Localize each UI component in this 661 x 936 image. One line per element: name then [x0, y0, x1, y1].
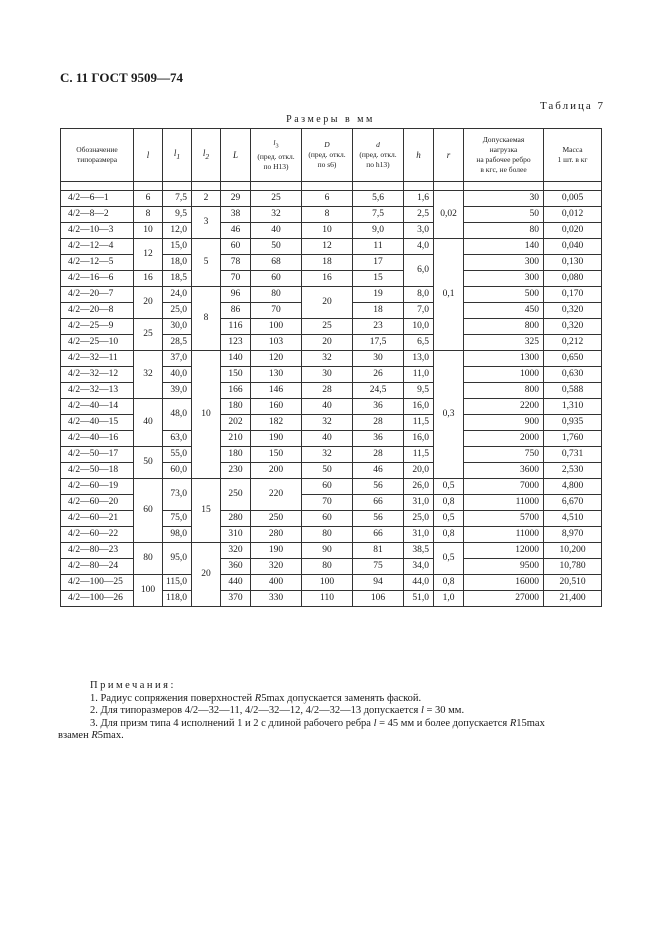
cell-d: 28: [353, 447, 404, 463]
cell-designation: 4/2—60—21: [61, 511, 134, 527]
cell-l3: 130: [251, 367, 302, 383]
cell-designation: 4/2—20—7: [61, 287, 134, 303]
cell-designation: 4/2—100—26: [61, 591, 134, 607]
cell-designation: 4/2—10—3: [61, 223, 134, 239]
cell-load: 900: [464, 415, 544, 431]
table-row: [61, 351, 602, 367]
cell-D: 28: [302, 383, 353, 399]
cell-designation: 4/2—80—23: [61, 543, 134, 559]
cell-h: 9,5: [404, 383, 434, 399]
cell-h: 11,5: [404, 447, 434, 463]
page-header: С. 11 ГОСТ 9509—74: [60, 70, 183, 85]
note-2: 2. Для типоразмеров 4/2—32—11, 4/2—32—12, 4/2—32—13 допускается l = 30 мм.: [90, 705, 465, 716]
cell-L: 370: [221, 591, 251, 607]
cell-r: 0,02: [434, 191, 464, 239]
cell-mass: 10,780: [544, 559, 602, 575]
cell-mass: 6,670: [544, 495, 602, 511]
cell-d: 36: [353, 399, 404, 415]
cell-l3: 25: [251, 191, 302, 207]
cell-l: 32: [134, 351, 163, 399]
cell-l3: 80: [251, 287, 302, 303]
cell-d: 23: [353, 319, 404, 335]
cell-r: 0,5: [434, 479, 464, 495]
cell-L: 70: [221, 271, 251, 287]
cell-mass: 0,650: [544, 351, 602, 367]
cell-d: 36: [353, 431, 404, 447]
col-r-header: r: [434, 129, 464, 182]
col-L-header: L: [221, 129, 251, 182]
cell-L: 150: [221, 367, 251, 383]
cell-designation: 4/2—60—22: [61, 527, 134, 543]
cell-designation: 4/2—32—11: [61, 351, 134, 367]
cell-D: 10: [302, 223, 353, 239]
cell-d: 19: [353, 287, 404, 303]
cell-h: 8,0: [404, 287, 434, 303]
cell-l2: 15: [192, 479, 221, 543]
cell-d: 66: [353, 495, 404, 511]
cell-L: 78: [221, 255, 251, 271]
cell-l3: 120: [251, 351, 302, 367]
cell-mass: 0,040: [544, 239, 602, 255]
cell-designation: 4/2—25—10: [61, 335, 134, 351]
cell-l2: 20: [192, 543, 221, 607]
cell-L: 180: [221, 447, 251, 463]
cell-designation: 4/2—40—14: [61, 399, 134, 415]
cell-designation: 4/2—25—9: [61, 319, 134, 335]
cell-l3: 280: [251, 527, 302, 543]
cell-mass: 2,530: [544, 463, 602, 479]
cell-l1: 30,0: [163, 319, 192, 335]
cell-L: 140: [221, 351, 251, 367]
cell-l3: 190: [251, 543, 302, 559]
cell-d: 26: [353, 367, 404, 383]
table-row: [61, 239, 602, 255]
cell-d: 30: [353, 351, 404, 367]
cell-mass: 0,080: [544, 271, 602, 287]
cell-d: 75: [353, 559, 404, 575]
cell-designation: 4/2—32—12: [61, 367, 134, 383]
cell-l3: 330: [251, 591, 302, 607]
cell-D: 80: [302, 527, 353, 543]
cell-d: 9,0: [353, 223, 404, 239]
cell-l3: 400: [251, 575, 302, 591]
cell-l1: 37,0: [163, 351, 192, 367]
cell-mass: 1,760: [544, 431, 602, 447]
cell-load: 7000: [464, 479, 544, 495]
table-caption: Таблица 7: [539, 100, 605, 112]
cell-D: 30: [302, 367, 353, 383]
cell-l3: 146: [251, 383, 302, 399]
cell-l2: 10: [192, 351, 221, 479]
cell-L: 166: [221, 383, 251, 399]
table-row: [61, 319, 602, 335]
cell-l: 25: [134, 319, 163, 351]
cell-h: 16,0: [404, 399, 434, 415]
cell-designation: 4/2—100—25: [61, 575, 134, 591]
cell-D: 32: [302, 447, 353, 463]
cell-r: 0,3: [434, 351, 464, 479]
table-row: [61, 207, 602, 223]
cell-h: 16,0: [404, 431, 434, 447]
cell-l1: 63,0: [163, 431, 192, 447]
cell-mass: 0,212: [544, 335, 602, 351]
cell-designation: 4/2—20—8: [61, 303, 134, 319]
cell-D: 40: [302, 399, 353, 415]
table-row: [61, 271, 602, 287]
cell-D: 20: [302, 335, 353, 351]
cell-load: 12000: [464, 543, 544, 559]
cell-load: 50: [464, 207, 544, 223]
cell-load: 11000: [464, 527, 544, 543]
cell-h: 2,5: [404, 207, 434, 223]
col-designation-header: Обозначение типоразмера: [61, 129, 134, 182]
cell-L: 320: [221, 543, 251, 559]
cell-h: 11,0: [404, 367, 434, 383]
cell-h: 7,0: [404, 303, 434, 319]
cell-l1: 98,0: [163, 527, 192, 543]
cell-l: 50: [134, 447, 163, 479]
cell-L: 250: [221, 479, 251, 511]
cell-l1: 9,5: [163, 207, 192, 223]
cell-L: 202: [221, 415, 251, 431]
cell-l1: 115,0: [163, 575, 192, 591]
cell-l3: 250: [251, 511, 302, 527]
cell-mass: 20,510: [544, 575, 602, 591]
cell-d: 28: [353, 415, 404, 431]
cell-mass: 0,005: [544, 191, 602, 207]
cell-D: 18: [302, 255, 353, 271]
cell-mass: 10,200: [544, 543, 602, 559]
cell-r: 0,8: [434, 575, 464, 591]
cell-l: 80: [134, 543, 163, 575]
cell-d: 81: [353, 543, 404, 559]
cell-designation: 4/2—32—13: [61, 383, 134, 399]
cell-mass: 0,012: [544, 207, 602, 223]
cell-D: 32: [302, 415, 353, 431]
col-l-header: l: [134, 129, 163, 182]
cell-load: 800: [464, 319, 544, 335]
cell-h: 13,0: [404, 351, 434, 367]
cell-h: 3,0: [404, 223, 434, 239]
cell-l1: 73,0: [163, 479, 192, 511]
cell-l3: 40: [251, 223, 302, 239]
col-l2-header: $l_2$: [192, 129, 221, 182]
cell-d: 15: [353, 271, 404, 287]
cell-l1: 48,0: [163, 399, 192, 431]
col-d-header: d (пред. откл. по h13): [353, 129, 404, 182]
cell-l3: 150: [251, 447, 302, 463]
table-row: [61, 399, 602, 415]
cell-d: 56: [353, 479, 404, 495]
cell-r: 1,0: [434, 591, 464, 607]
cell-mass: 0,170: [544, 287, 602, 303]
cell-designation: 4/2—60—20: [61, 495, 134, 511]
cell-h: 10,0: [404, 319, 434, 335]
cell-l3: 68: [251, 255, 302, 271]
cell-load: 2000: [464, 431, 544, 447]
cell-h: 31,0: [404, 495, 434, 511]
cell-d: 17,5: [353, 335, 404, 351]
cell-l2: 2: [192, 191, 221, 207]
cell-mass: 1,310: [544, 399, 602, 415]
cell-l1: 28,5: [163, 335, 192, 351]
cell-D: 90: [302, 543, 353, 559]
cell-load: 2200: [464, 399, 544, 415]
cell-D: 8: [302, 207, 353, 223]
cell-L: 116: [221, 319, 251, 335]
cell-D: 32: [302, 351, 353, 367]
cell-l1: 12,0: [163, 223, 192, 239]
cell-l: 6: [134, 191, 163, 207]
cell-h: 4,0: [404, 239, 434, 255]
cell-D: 70: [302, 495, 353, 511]
cell-designation: 4/2—6—1: [61, 191, 134, 207]
cell-mass: 0,320: [544, 303, 602, 319]
cell-D: 20: [302, 287, 353, 319]
cell-D: 16: [302, 271, 353, 287]
cell-load: 5700: [464, 511, 544, 527]
cell-l3: 190: [251, 431, 302, 447]
header-gap-row: [61, 182, 602, 191]
cell-l3: 220: [251, 479, 302, 511]
cell-d: 56: [353, 511, 404, 527]
cell-mass: 0,630: [544, 367, 602, 383]
col-l1-header: $l_1$: [163, 129, 192, 182]
cell-load: 16000: [464, 575, 544, 591]
cell-load: 325: [464, 335, 544, 351]
cell-d: 7,5: [353, 207, 404, 223]
cell-l3: 100: [251, 319, 302, 335]
cell-h: 26,0: [404, 479, 434, 495]
col-D-header: D (пред. откл. по s6): [302, 129, 353, 182]
table-header-row: [61, 129, 602, 182]
cell-l1: 40,0: [163, 367, 192, 383]
cell-r: 0,8: [434, 527, 464, 543]
cell-designation: 4/2—80—24: [61, 559, 134, 575]
cell-mass: 21,400: [544, 591, 602, 607]
cell-mass: 0,588: [544, 383, 602, 399]
cell-D: 6: [302, 191, 353, 207]
cell-h: 1,6: [404, 191, 434, 207]
note-1: 1. Радиус сопряжения поверхностей R5max допускается заменять фаской.: [90, 692, 422, 704]
cell-designation: 4/2—60—19: [61, 479, 134, 495]
col-load-header: Допускаемая нагрузка на рабочее ребро в кгс, не более: [464, 129, 544, 182]
cell-L: 29: [221, 191, 251, 207]
cell-h: 38,5: [404, 543, 434, 559]
cell-h: 31,0: [404, 527, 434, 543]
cell-d: 66: [353, 527, 404, 543]
table-row: [61, 575, 602, 591]
cell-load: 27000: [464, 591, 544, 607]
cell-load: 11000: [464, 495, 544, 511]
cell-l: 40: [134, 399, 163, 447]
cell-mass: 0,731: [544, 447, 602, 463]
cell-l1: 60,0: [163, 463, 192, 479]
cell-mass: 0,935: [544, 415, 602, 431]
cell-h: 6,0: [404, 255, 434, 287]
cell-l3: 200: [251, 463, 302, 479]
notes-block: [58, 680, 610, 743]
cell-l: 10: [134, 223, 163, 239]
cell-mass: 4,800: [544, 479, 602, 495]
cell-load: 750: [464, 447, 544, 463]
cell-mass: 8,970: [544, 527, 602, 543]
col-l3-header: $l_3$ (пред. откл. по Н13): [251, 129, 302, 182]
cell-h: 20,0: [404, 463, 434, 479]
cell-d: 18: [353, 303, 404, 319]
cell-load: 30: [464, 191, 544, 207]
cell-l3: 320: [251, 559, 302, 575]
cell-L: 38: [221, 207, 251, 223]
cell-h: 25,0: [404, 511, 434, 527]
cell-l3: 160: [251, 399, 302, 415]
dimensions-table: [60, 128, 602, 607]
cell-d: 46: [353, 463, 404, 479]
cell-D: 25: [302, 319, 353, 335]
cell-l1: 25,0: [163, 303, 192, 319]
cell-r: 0,5: [434, 511, 464, 527]
cell-load: 1000: [464, 367, 544, 383]
cell-d: 24,5: [353, 383, 404, 399]
cell-load: 1300: [464, 351, 544, 367]
cell-h: 34,0: [404, 559, 434, 575]
cell-l1: 39,0: [163, 383, 192, 399]
cell-l: 20: [134, 287, 163, 319]
cell-r: 0,1: [434, 239, 464, 351]
cell-L: 280: [221, 511, 251, 527]
cell-L: 180: [221, 399, 251, 415]
cell-D: 80: [302, 559, 353, 575]
cell-h: 6,5: [404, 335, 434, 351]
col-mass-header: Масса 1 шт. в кг: [544, 129, 602, 182]
cell-h: 11,5: [404, 415, 434, 431]
cell-l3: 182: [251, 415, 302, 431]
cell-D: 40: [302, 431, 353, 447]
cell-l1: 118,0: [163, 591, 192, 607]
cell-d: 94: [353, 575, 404, 591]
note-3-continuation: взамен R5max.: [58, 730, 124, 741]
cell-designation: 4/2—8—2: [61, 207, 134, 223]
cell-l2: 3: [192, 207, 221, 239]
cell-l2: 8: [192, 287, 221, 351]
cell-mass: 0,130: [544, 255, 602, 271]
note-3: 3. Для призм типа 4 исполнений 1 и 2 с длиной рабочего ребра l = 45 мм и более допускается R15max: [90, 717, 545, 729]
cell-load: 300: [464, 255, 544, 271]
table-row: [61, 447, 602, 463]
cell-L: 46: [221, 223, 251, 239]
cell-d: 17: [353, 255, 404, 271]
cell-designation: 4/2—40—15: [61, 415, 134, 431]
cell-l3: 32: [251, 207, 302, 223]
cell-D: 50: [302, 463, 353, 479]
cell-h: 44,0: [404, 575, 434, 591]
cell-load: 450: [464, 303, 544, 319]
size-caption: Размеры в мм: [286, 114, 375, 125]
cell-mass: 0,320: [544, 319, 602, 335]
cell-l1: 95,0: [163, 543, 192, 575]
table-row: [61, 287, 602, 303]
cell-L: 230: [221, 463, 251, 479]
cell-load: 140: [464, 239, 544, 255]
cell-L: 96: [221, 287, 251, 303]
cell-l3: 70: [251, 303, 302, 319]
cell-L: 123: [221, 335, 251, 351]
cell-l: 8: [134, 207, 163, 223]
cell-l1: 7,5: [163, 191, 192, 207]
cell-load: 80: [464, 223, 544, 239]
cell-l: 60: [134, 479, 163, 543]
cell-l1: 75,0: [163, 511, 192, 527]
cell-l1: 18,0: [163, 255, 192, 271]
notes-heading: Примечания:: [90, 680, 176, 691]
cell-r: 0,5: [434, 543, 464, 575]
table-row: [61, 191, 602, 207]
cell-L: 310: [221, 527, 251, 543]
cell-designation: 4/2—12—4: [61, 239, 134, 255]
cell-L: 440: [221, 575, 251, 591]
cell-l1: 15,0: [163, 239, 192, 255]
cell-D: 100: [302, 575, 353, 591]
cell-L: 360: [221, 559, 251, 575]
cell-D: 60: [302, 479, 353, 495]
cell-designation: 4/2—16—6: [61, 271, 134, 287]
cell-l1: 24,0: [163, 287, 192, 303]
cell-l1: 55,0: [163, 447, 192, 463]
cell-l2: 5: [192, 239, 221, 287]
cell-mass: 0,020: [544, 223, 602, 239]
cell-d: 5,6: [353, 191, 404, 207]
cell-l: 16: [134, 271, 163, 287]
cell-d: 11: [353, 239, 404, 255]
cell-mass: 4,510: [544, 511, 602, 527]
cell-designation: 4/2—50—17: [61, 447, 134, 463]
cell-designation: 4/2—12—5: [61, 255, 134, 271]
cell-d: 106: [353, 591, 404, 607]
cell-h: 51,0: [404, 591, 434, 607]
cell-l1: 18,5: [163, 271, 192, 287]
cell-load: 3600: [464, 463, 544, 479]
cell-l3: 60: [251, 271, 302, 287]
table-row: [61, 479, 602, 495]
cell-load: 800: [464, 383, 544, 399]
cell-designation: 4/2—50—18: [61, 463, 134, 479]
cell-L: 210: [221, 431, 251, 447]
table-row: [61, 223, 602, 239]
cell-D: 60: [302, 511, 353, 527]
cell-designation: 4/2—40—16: [61, 431, 134, 447]
table-row: [61, 543, 602, 559]
cell-load: 9500: [464, 559, 544, 575]
cell-r: 0,8: [434, 495, 464, 511]
cell-l3: 103: [251, 335, 302, 351]
cell-l: 12: [134, 239, 163, 271]
cell-load: 300: [464, 271, 544, 287]
cell-l3: 50: [251, 239, 302, 255]
cell-D: 12: [302, 239, 353, 255]
cell-L: 86: [221, 303, 251, 319]
cell-D: 110: [302, 591, 353, 607]
cell-l: 100: [134, 575, 163, 607]
col-h-header: h: [404, 129, 434, 182]
cell-load: 500: [464, 287, 544, 303]
cell-L: 60: [221, 239, 251, 255]
